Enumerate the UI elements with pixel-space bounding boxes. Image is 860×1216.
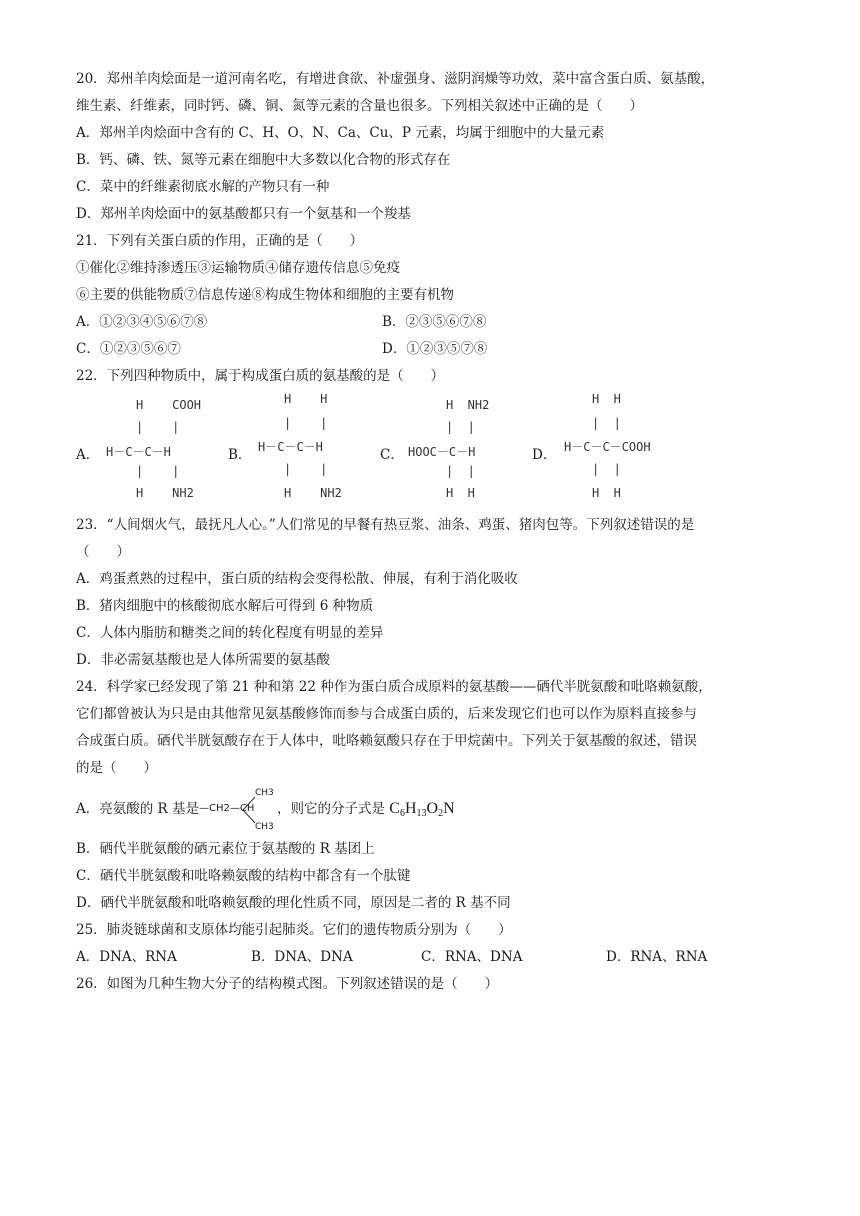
question-23 [76,512,796,674]
q24-stem-line3: 合成蛋白质。硒代半胱氨酸存在于人体中，吡咯赖氨酸只存在于甲烷菌中。下列关于氨基酸的叙述，错误 [76,733,697,749]
q21-option-b: B．②③⑤⑥⑦⑧ [382,314,487,330]
formula-c: C [389,800,400,817]
q22-d-top: H H [592,392,621,406]
q22-b-top: H H [284,392,328,406]
q22-c-bar2: | | [446,464,475,478]
q21-option-a: A．①②③④⑤⑥⑦⑧ [76,314,208,330]
q23-stem-line2: （ ） [76,544,130,560]
q21-options-row1 [76,309,796,336]
formula-n: N [443,800,455,817]
formula-o: O [426,800,439,817]
q20-stem-line2: 维生素、纤维素，同时钙、磷、铜、氮等元素的含量也很多。下列相关叙述中正确的是（ ） [76,98,643,114]
q22-structure-c [406,394,526,504]
q23-option-a: A．鸡蛋煮熟的过程中，蛋白质的结构会变得松散、伸展，有利于消化吸收 [76,571,518,587]
q26-stem: 26．如图为几种生物大分子的结构模式图。下列叙述错误的是（ ） [76,976,499,992]
q20-option-c: C．菜中的纤维素彻底水解的产物只有一种 [76,179,330,195]
q22-label-d: D． [532,447,557,463]
question-22 [76,363,796,506]
q22-structure-d [560,388,710,504]
q22-b-bar2: | | [284,462,328,476]
formula-o-count: 2 [438,808,444,819]
q24-option-c: C．硒代半胱氨酸和吡咯赖氨酸的结构中都含有一个肽键 [76,868,411,884]
question-21 [76,228,796,363]
q25-stem: 25．肺炎链球菌和支原体均能引起肺炎。它们的遗传物质分别为（ ） [76,922,512,938]
q21-option-c: C．①②③⑤⑥⑦ [76,341,181,357]
q24-option-b: B．硒代半胱氨酸的硒元素位于氨基酸的 R 基团上 [76,841,375,857]
q25-option-b: B．DNA、DNA [251,949,353,965]
q22-c-top: H NH2 [446,398,490,412]
q23-stem-line1: 23．“人间烟火气，最抚凡人心。”人们常见的早餐有热豆浆、油条、鸡蛋、猪肉包等。下列叙述错误的是 [76,517,695,533]
leucine-molecular-formula [389,800,454,817]
q22-b-bot: H NH2 [284,486,342,500]
q25-option-c: C．RNA、DNA [421,949,523,965]
q23-option-b: B．猪肉细胞中的核酸彻底水解后可得到 6 种物质 [76,598,374,614]
q24-stem-line4: 的是（ ） [76,760,157,776]
q24-stem-line2: 它们都曾被认为只是由其他常见氨基酸修饰而参与合成蛋白质的，后来发现它们也可以作为原料直接参与 [76,706,697,722]
q22-c-bot: H H [446,486,475,500]
q22-label-b: B． [228,447,252,463]
q20-option-b: B．钙、磷、铁、氮等元素在细胞中大多数以化合物的形式存在 [76,152,451,168]
r-group-chain: —CH2—CH [199,802,255,814]
q22-a-mid: H－C－C－H [106,445,171,459]
q22-d-mid: H－C－C－COOH [564,440,651,454]
q22-stem: 22．下列四种物质中，属于构成蛋白质的氨基酸的是（ ） [76,368,445,384]
q22-structures [76,394,796,506]
q21-items-line1: ①催化②维持渗透压③运输物质④储存遗传信息⑤免疫 [76,260,400,276]
q21-stem: 21．下列有关蛋白质的作用，正确的是（ ） [76,233,364,249]
q21-options-row2 [76,336,796,363]
q24-stem-line1: 24．科学家已经发现了第 21 种和第 22 种作为蛋白质合成原料的氨基酸——硒代半胱氨酸和吡咯赖氨酸， [76,679,712,695]
q23-option-d: D．非必需氨基酸也是人体所需要的氨基酸 [76,652,330,668]
question-20 [76,66,796,228]
formula-h: H [404,800,417,817]
q20-stem-line1: 20．郑州羊肉烩面是一道河南名吃，有增进食欲、补虚强身、滋阴润燥等功效，菜中富含蛋白质、氨基酸， [76,71,715,87]
q22-d-bar1: | | [592,416,621,430]
q25-options [76,944,796,971]
q22-d-bot: H H [592,486,621,500]
r-group-ch3-bottom: CH3 [255,821,274,832]
q20-option-a: A．郑州羊肉烩面中含有的 C、H、O、N、Ca、Cu、P 元素，均属于细胞中的大量元素 [76,125,605,141]
q21-items-line2: ⑥主要的供能物质⑦信息传递⑧构成生物体和细胞的主要有机物 [76,287,454,303]
q22-structure-a [102,394,212,504]
q21-option-d: D．①②③⑤⑦⑧ [382,341,488,357]
exam-page [76,66,796,998]
q22-c-bar1: | | [446,420,475,434]
q25-option-a: A．DNA、RNA [76,949,177,965]
q22-c-mid: HOOC－C－H [408,445,476,459]
q22-a-top: H COOH [136,398,202,412]
q24-option-a [76,782,796,836]
q24-option-a-prefix: A．亮氨酸的 R 基是 [76,801,199,817]
q22-label-a: A． [76,447,100,463]
formula-c-count: 6 [399,808,405,819]
r-group-ch3-top: CH3 [255,787,274,798]
question-25 [76,917,796,971]
q22-b-mid: H－C－C－H [258,440,323,454]
q22-a-bot: H NH2 [136,486,194,500]
q23-option-c: C．人体内脂肪和糖类之间的转化程度有明显的差异 [76,625,384,641]
q24-option-d: D．硒代半胱氨酸和吡咯赖氨酸的理化性质不同，原因是二者的 R 基不同 [76,895,511,911]
q25-option-d: D．RNA、RNA [606,949,708,965]
q22-b-bar1: | | [284,416,328,430]
q22-d-bar2: | | [592,462,621,476]
q24-option-a-suffix: ，则它的分子式是 [277,801,385,817]
q22-a-bar1: | | [136,420,180,434]
q22-structure-b [254,388,374,504]
formula-h-count: 13 [416,808,427,819]
question-26 [76,971,796,998]
leucine-r-group [199,787,277,833]
q20-option-d: D．郑州羊肉烩面中的氨基酸都只有一个氨基和一个羧基 [76,206,411,222]
question-24 [76,674,796,917]
q22-label-c: C． [380,447,404,463]
q22-a-bar2: | | [136,464,180,478]
